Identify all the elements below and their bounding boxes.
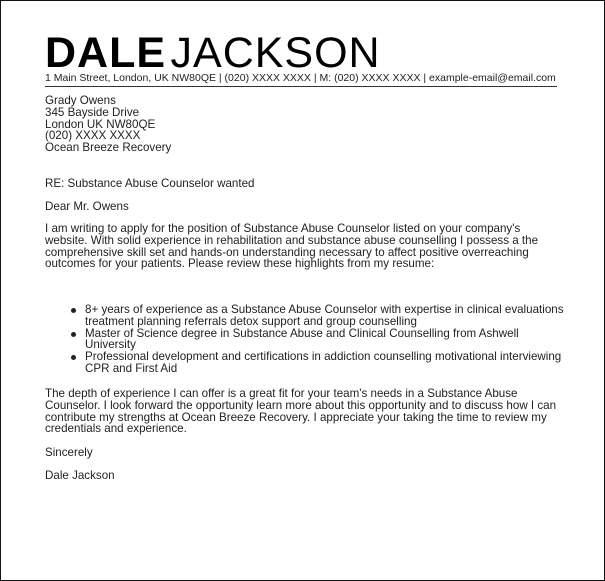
recipient-address xyxy=(45,95,565,154)
recipient-company: Ocean Breeze Recovery xyxy=(45,141,172,155)
list-item xyxy=(45,351,565,375)
recipient-city: London UK NW80QE xyxy=(45,117,156,131)
salutation: Dear Mr. Owens xyxy=(45,200,129,213)
complimentary-close: Sincerely xyxy=(45,446,93,459)
highlights-list xyxy=(45,304,565,375)
last-name: JACKSON xyxy=(170,29,381,77)
list-item xyxy=(45,304,565,328)
intro-paragraph: I am writing to apply for the position of Substance Abuse Counselor listed on your company's website. With solid experience in rehabilitation and substance abuse counselling I possess a the comprehensive skill set and hands-on understanding necessary to affect positive overreaching outcomes for your patients. Please review these highlights from my resume: xyxy=(45,222,539,271)
highlight-text: Professional development and certifications in addiction counselling motivational interviewing CPR and First Aid xyxy=(85,350,562,375)
list-item xyxy=(45,328,565,352)
subject-line: RE: Substance Abuse Counselor wanted xyxy=(45,177,255,190)
contact-details: 1 Main Street, London, UK NW80QE | (020) XXXX XXXX | M: (020) XXXX XXXX | example-email@email.com xyxy=(45,72,557,87)
closing-paragraph: The depth of experience I can offer is a great fit for your team's needs in a Substance Abuse Counselor. I look forward the opportunity learn more about this opportunity and to discuss how I can contribute my strengths at Ocean Breeze Recovery. I appreciate your taking the time to review my credentials and experience. xyxy=(45,387,557,436)
recipient-street: 345 Bayside Drive xyxy=(45,105,140,119)
bullet-icon xyxy=(71,332,76,337)
first-name: DALE xyxy=(45,29,167,77)
signature-name: Dale Jackson xyxy=(45,469,115,482)
highlight-text: 8+ years of experience as a Substance Abuse Counselor with expertise in clinical evaluations treatment planning referrals detox support and group counselling xyxy=(85,303,564,328)
recipient-phone: (020) XXXX XXXX xyxy=(45,129,141,143)
bullet-icon xyxy=(71,355,76,360)
highlight-text: Master of Science degree in Substance Abuse and Clinical Counselling from Ashwell University xyxy=(85,326,519,352)
bullet-icon xyxy=(71,308,76,313)
letterhead-name xyxy=(45,29,381,78)
recipient-name: Grady Owens xyxy=(45,94,116,107)
